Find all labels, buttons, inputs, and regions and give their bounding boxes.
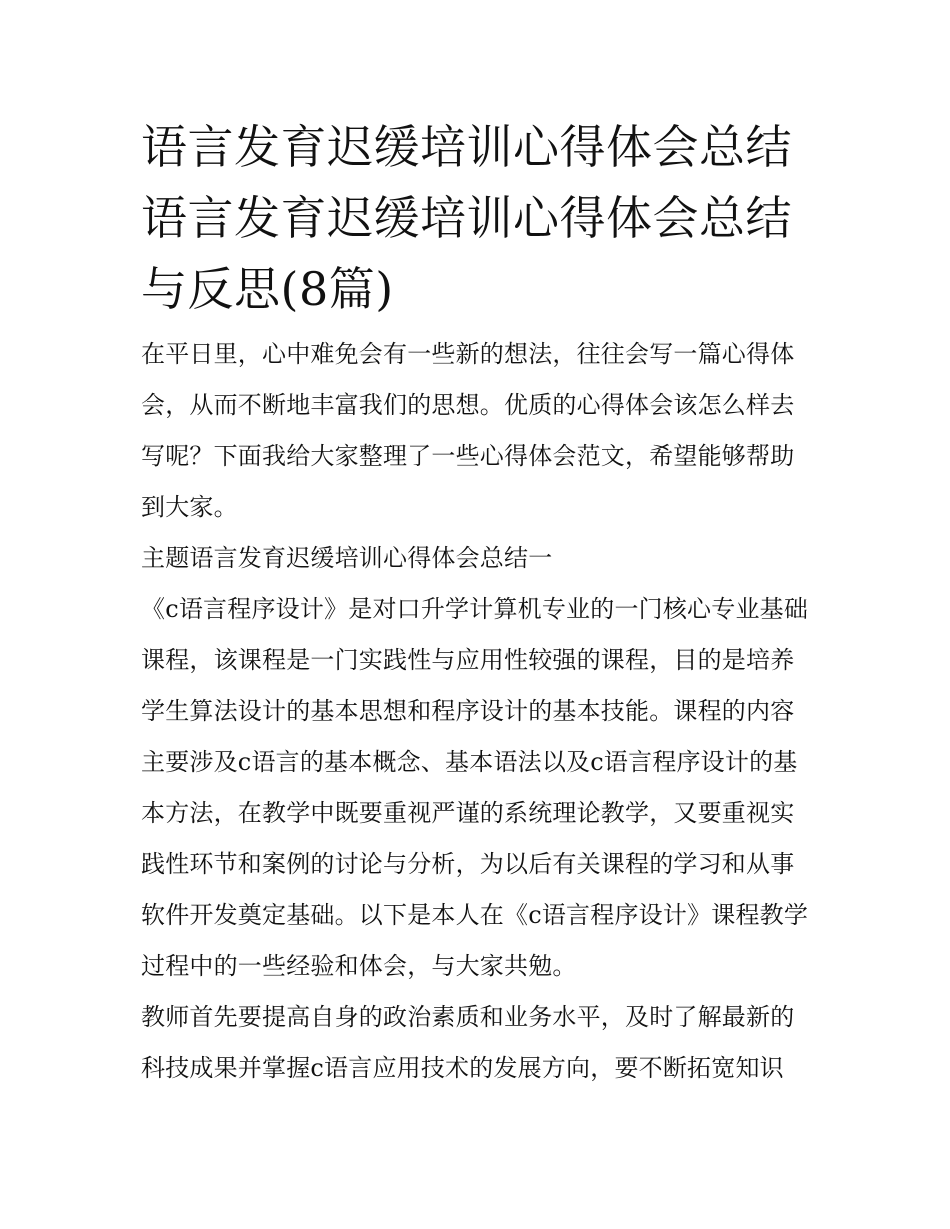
document-page [141, 112, 813, 1094]
intro-paragraph: 在平日里，心中难免会有一些新的想法，往往会写一篇心得体会，从而不断地丰富我们的思想。优质的心得体会该怎么样去写呢？下面我给大家整理了一些心得体会范文，希望能够帮助到大家。 [141, 340, 795, 521]
body-paragraph: 《c语言程序设计》是对口升学计算机专业的一门核心专业基础课程，该课程是一门实践性与应用性较强的课程，目的是培养学生算法设计的基本思想和程序设计的基本技能。课程的内容主要涉及c语言的基本概念、基本语法以及c语言程序设计的基本方法，在教学中既要重视严谨的系统理论教学，又要重视实践性环节和案例的讨论与分析，为以后有关课程的学习和从事软件开发奠定基础。以下是本人在《c语言程序设计》课程教学过程中的一些经验和体会，与大家共勉。 [141, 595, 809, 980]
body-paragraph: 教师首先要提高自身的政治素质和业务水平，及时了解最新的科技成果并掌握c语言应用技术的发展方向，要不断拓宽知识 [141, 1003, 795, 1082]
document-title: 语言发育迟缓培训心得体会总结 语言发育迟缓培训心得体会总结与反思(8篇) [141, 120, 792, 316]
section-heading: 主题语言发育迟缓培训心得体会总结一 [141, 544, 553, 572]
